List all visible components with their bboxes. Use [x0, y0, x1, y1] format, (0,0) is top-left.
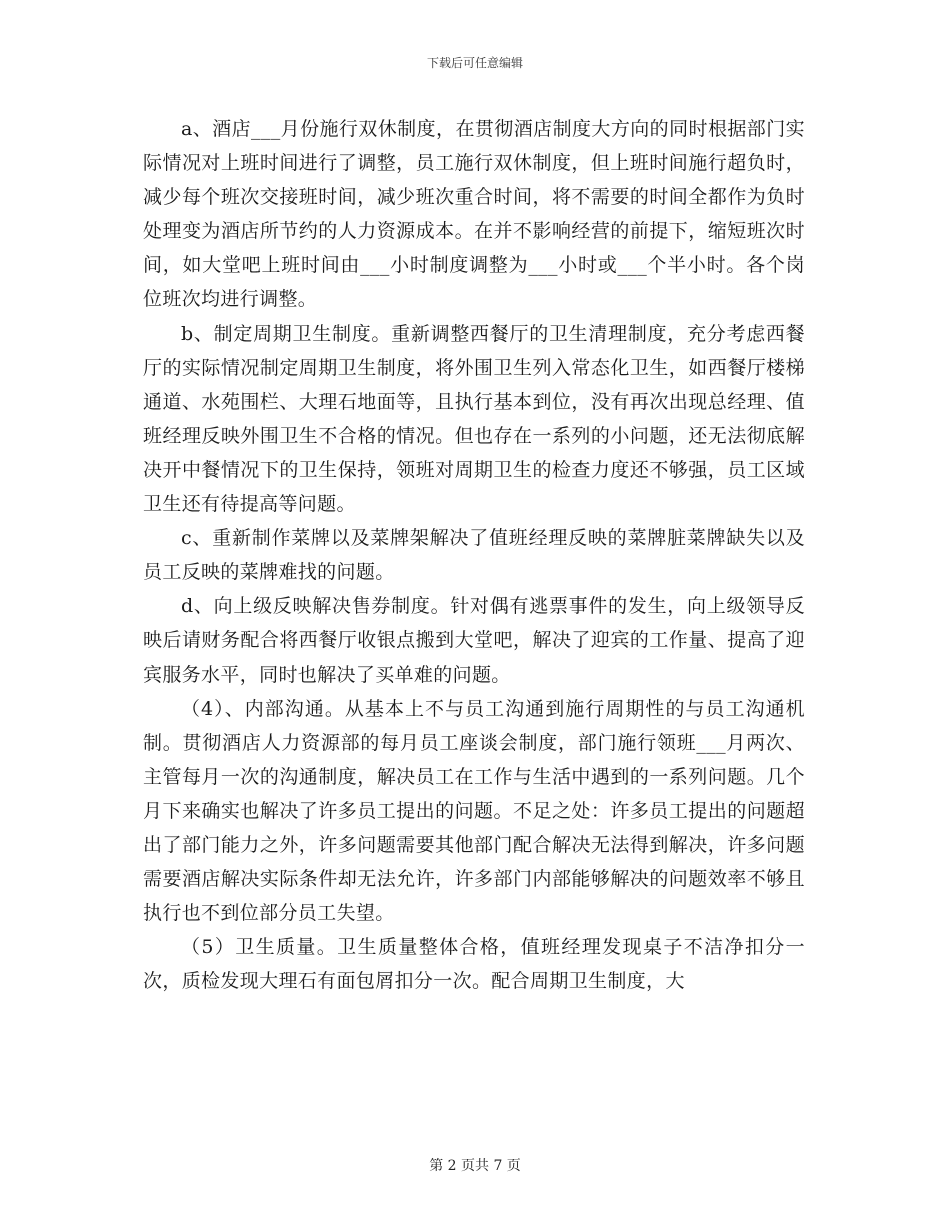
paragraph-hygiene-quality: （5）卫生质量。卫生质量整体合格，值班经理发现桌子不洁净扣分一次，质检发现大理石有面包屑扣分一次。配合周期卫生制度，大 [143, 936, 805, 993]
paragraph-c: c、重新制作菜牌以及菜牌架解决了值班经理反映的菜牌脏菜牌缺失以及员工反映的菜牌难找的问题。 [143, 527, 805, 584]
page-header: 下载后可任意编辑 [426, 56, 523, 70]
paragraph-internal-communication: （4）、内部沟通。从基本上不与员工沟通到施行周期性的与员工沟通机制。贯彻酒店人力资源部的每月员工座谈会制度，部门施行领班___月两次、主管每月一次的沟通制度，解决员工在工作与生活中遇到的一系列问题。几个月下来确实也解决了许多员工提出的问题。不足之处：许多员工提出的问题超出了部门能力之外，许多问题需要其他部门配合解决无法得到解决，许多问题需要酒店解决实际条件却无法允许，许多部门内部能够解决的问题效率不够且执行也不到位部分员工失望。 [143, 697, 805, 925]
paragraph-d: d、向上级反映解决售券制度。针对偶有逃票事件的发生，向上级领导反映后请财务配合将西餐厅收银点搬到大堂吧，解决了迎宾的工作量、提高了迎宾服务水平，同时也解决了买单难的问题。 [143, 595, 805, 686]
document-body [143, 112, 805, 998]
page-number: 第 2 页共 7 页 [429, 1158, 521, 1174]
paragraph-a: a、酒店___月份施行双休制度，在贯彻酒店制度大方向的同时根据部门实际情况对上班时间进行了调整，员工施行双休制度，但上班时间施行超负时，减少每个班次交接班时间，减少班次重合时间，将不需要的时间全都作为负时处理变为酒店所节约的人力资源成本。在并不影响经营的前提下，缩短班次时间，如大堂吧上班时间由___小时制度调整为___小时或___个半小时。各个岗位班次均进行调整。 [143, 118, 805, 311]
paragraph-b: b、制定周期卫生制度。重新调整西餐厅的卫生清理制度，充分考虑西餐厅的实际情况制定周期卫生制度，将外围卫生列入常态化卫生，如西餐厅楼梯通道、水苑围栏、大理石地面等，且执行基本到位，没有再次出现总经理、值班经理反映外围卫生不合格的情况。但也存在一系列的小问题，还无法彻底解决开中餐情况下的卫生保持，领班对周期卫生的检查力度还不够强，员工区域卫生还有待提高等问题。 [143, 322, 805, 516]
